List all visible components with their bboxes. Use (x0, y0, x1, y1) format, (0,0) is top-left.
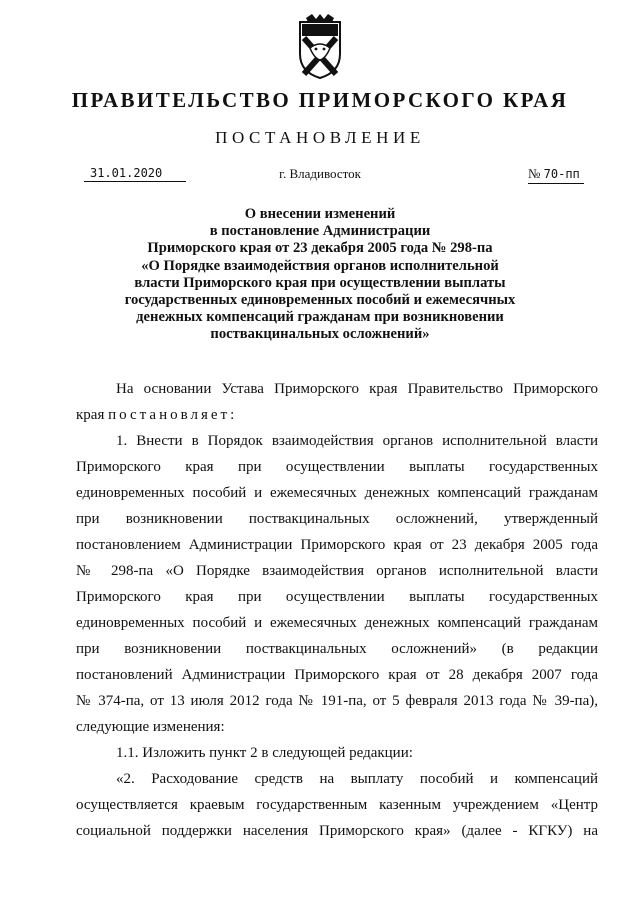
heading-line: денежных компенсаций гражданам при возникновении (136, 309, 504, 326)
body-line: при возникновении поствакцинальных осложнений» (в редакции (76, 641, 598, 657)
heading-line: О внесении изменений (244, 206, 396, 222)
document-date: 31.01.2020 (84, 166, 186, 182)
heading-line: государственных единовременных пособий и ежемесячных (124, 292, 516, 309)
body-text-emphasis: постановляет (108, 407, 231, 423)
heading-line: в постановление Администрации (209, 223, 431, 240)
heading-line: поствакцинальных осложнений» (210, 326, 430, 343)
body-line: 1.1. Изложить пункт 2 в следующей редакции: (116, 745, 413, 761)
body-text-fragment: : (230, 407, 235, 423)
body-line: 1. Внести в Порядок взаимодействия органов исполнительной власти (116, 433, 598, 449)
body-line: постановлений Администрации Приморского края от 28 декабря 2007 года (76, 667, 598, 683)
heading-line: власти Приморского края при осуществлении выплаты (134, 274, 506, 291)
body-line: «2. Расходование средств на выплату пособий и компенсаций (116, 771, 598, 787)
document-heading (120, 206, 520, 344)
body-line: социальной поддержки населения Приморского края» (далее - КГКУ) на (76, 823, 598, 839)
document-city: г. Владивосток (279, 166, 361, 181)
body-text-fragment: края (76, 407, 109, 423)
body-line: единовременных пособий и ежемесячных денежных компенсаций гражданам (76, 485, 598, 501)
document-type: ПОСТАНОВЛЕНИЕ (215, 128, 425, 147)
body-line: следующие изменения: (76, 719, 225, 735)
body-line: Приморского края при осуществлении выплаты государственных (76, 589, 598, 605)
number-prefix: № (528, 166, 541, 181)
number-value: 70-пп (543, 167, 580, 181)
body-line: при возникновении поствакцинальных осложнений, утвержденный (76, 511, 598, 527)
body-line (76, 402, 598, 428)
body-line: единовременных пособий и ежемесячных денежных компенсаций гражданам (76, 615, 598, 631)
body-line: № 298-па «О Порядке взаимодействия органов исполнительной власти (76, 563, 598, 579)
body-line: Приморского края при осуществлении выплаты государственных (76, 459, 598, 475)
document-number (528, 166, 584, 184)
body-line: № 374-па, от 13 июля 2012 года № 191-па, от 5 февраля 2013 года № 39-па), (76, 693, 598, 709)
government-title: ПРАВИТЕЛЬСТВО ПРИМОРСКОГО КРАЯ (71, 88, 569, 112)
coat-of-arms-icon (296, 14, 344, 82)
heading-line: «О Порядке взаимодействия органов исполнительной (141, 257, 499, 274)
document-body (76, 376, 598, 844)
body-line: На основании Устава Приморского края Правительство Приморского (116, 381, 598, 397)
heading-line: Приморского края от 23 декабря 2005 года № 298-па (147, 240, 493, 257)
body-line: постановлением Администрации Приморского края от 23 декабря 2005 года (76, 537, 598, 553)
body-line: осуществляется краевым государственным казенным учреждением «Центр (76, 797, 598, 813)
